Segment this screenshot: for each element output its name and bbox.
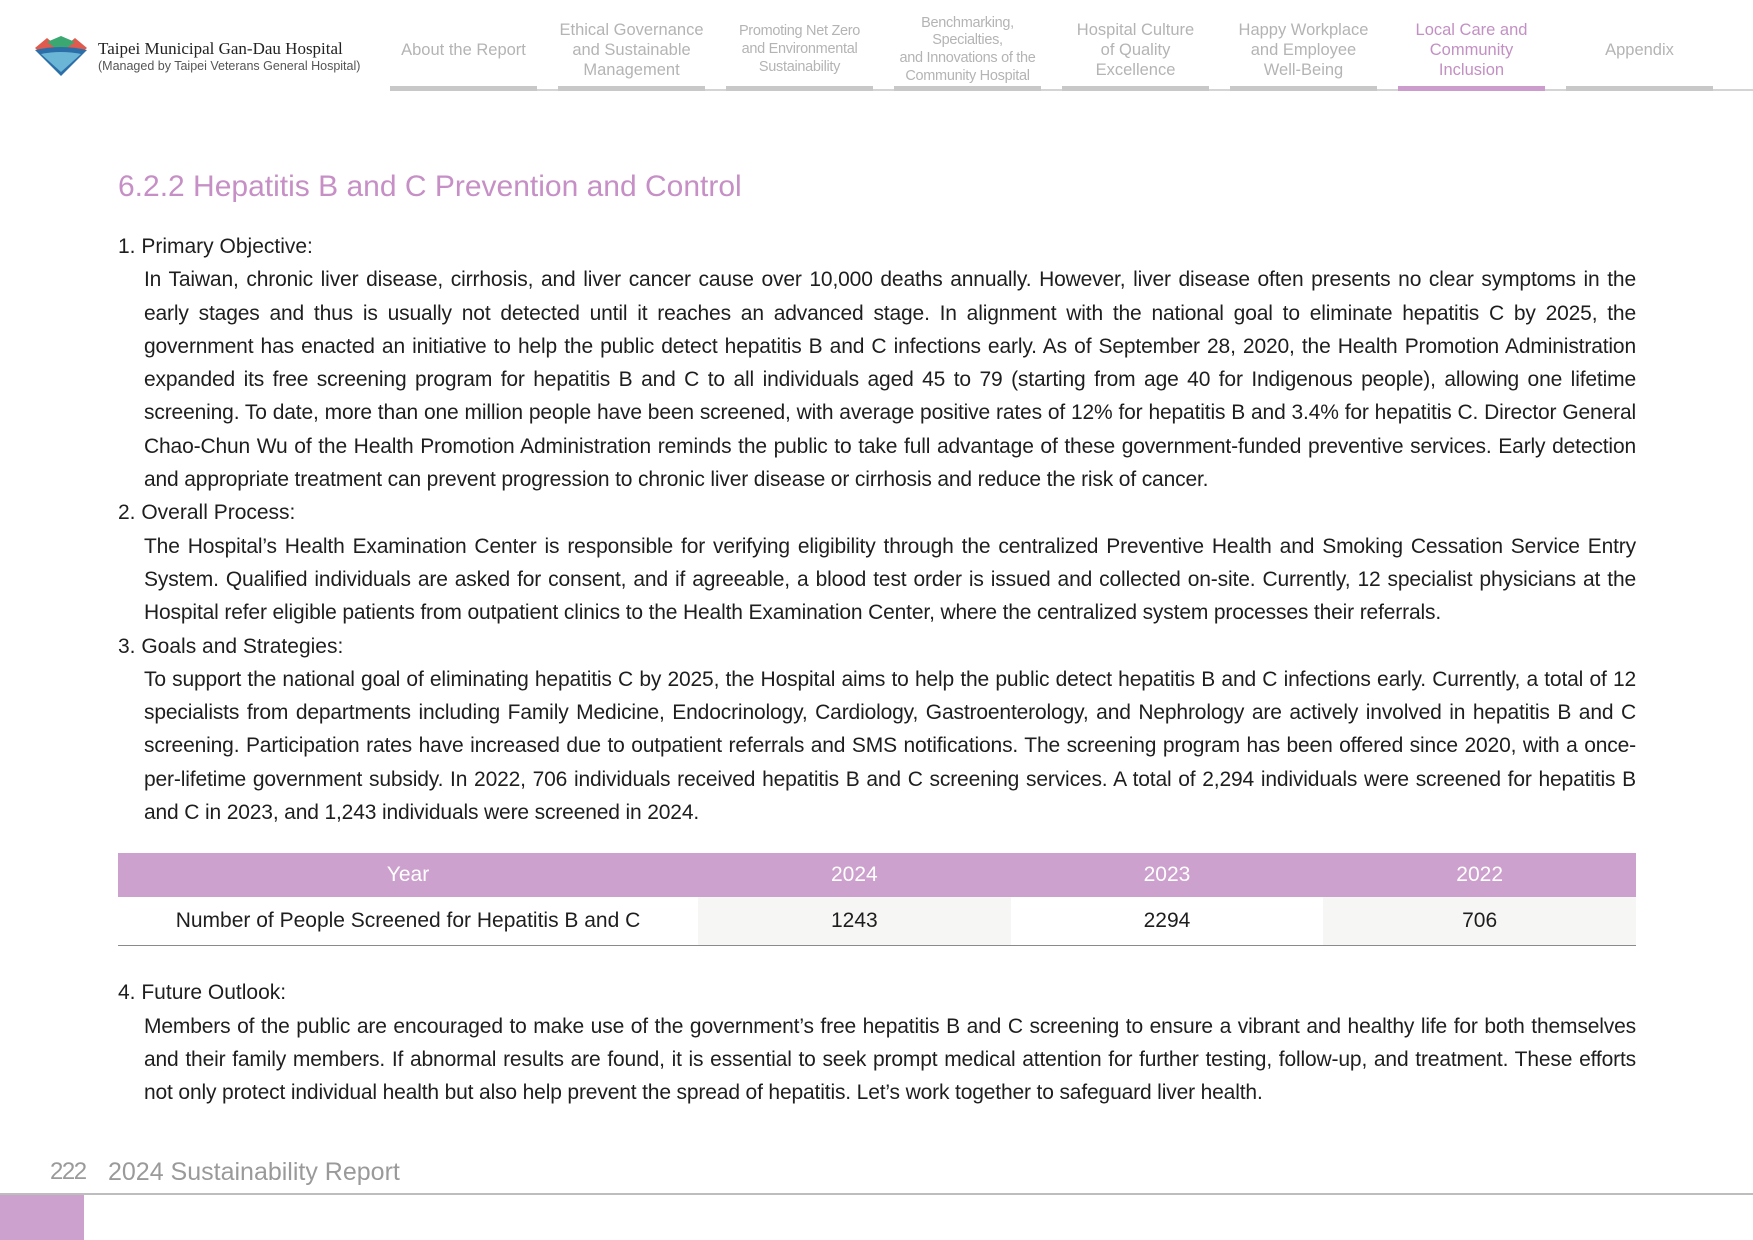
screening-table xyxy=(118,853,1636,946)
hospital-name: Taipei Municipal Gan-Dau Hospital xyxy=(98,39,343,59)
report-header xyxy=(0,0,1753,100)
footer-divider xyxy=(0,1193,1753,1195)
nav-tab-4[interactable]: Benchmarking, Specialties, and Innovations of the Community Hospital xyxy=(894,18,1041,91)
item-body-outlook: Members of the public are encouraged to make use of the government’s free hepatitis B and C screening to ensure a vibrant and healthy life for both themselves and their family members. If abnormal results are found, it is essential to seek prompt medical attention for further testing, follow-up, and treatment. These efforts not only protect individual health but also help prevent the spread of hepatitis. Let’s work together to safeguard liver health. xyxy=(144,1014,1636,1105)
table-cell-2022: 706 xyxy=(1323,897,1636,946)
table-header-year: Year xyxy=(118,853,698,897)
footer-accent-block xyxy=(0,1195,84,1240)
nav-tab-7[interactable]: Local Care and Community Inclusion xyxy=(1398,18,1545,91)
item-heading-objective: 1. Primary Objective: xyxy=(118,235,313,258)
table-header-row xyxy=(118,853,1636,897)
hospital-subtitle: (Managed by Taipei Veterans General Hospital) xyxy=(98,58,361,73)
footer-report-title: 2024 Sustainability Report xyxy=(108,1158,400,1186)
table-header-2022: 2022 xyxy=(1323,853,1636,897)
item-heading-outlook: 4. Future Outlook: xyxy=(118,981,287,1005)
table-header-2024: 2024 xyxy=(698,853,1011,897)
item-body-process: The Hospital’s Health Examination Center is responsible for verifying eligibility through the centralized Preventive Health and Smoking Cessation Service Entry System. Qualified individuals are asked for consent, and if agreeable, a blood test order is issued and collected on-site. Currently, 12 specialist physicians at the Hospital refer eligible patients from outpatient clinics to the Health Examination Center, where the centralized system processes their referrals. xyxy=(144,534,1636,625)
hospital-logo[interactable] xyxy=(33,34,360,78)
item-heading-goals: 3. Goals and Strategies: xyxy=(118,634,344,658)
nav-tab-2[interactable]: Ethical Governance and Sustainable Management xyxy=(558,18,705,91)
nav-tab-1[interactable]: About the Report xyxy=(390,18,537,91)
item-body-objective: In Taiwan, chronic liver disease, cirrhosis, and liver cancer cause over 10,000 deaths annually. However, liver disease often presents no clear symptoms in the early stages and thus is usually not detected until it reaches an advanced stage. In alignment with the national goal to eliminate hepatitis C by 2025, the government has enacted an initiative to help the public detect hepatitis B and C infections early. As of September 28, 2020, the Health Promotion Administration expanded its free screening program for hepatitis B and C to all individuals aged 45 to 79 (starting from age 40 for Indigenous people), allowing one lifetime screening. To date, more than one million people have been screened, with average positive rates of 12% for hepatitis B and 3.4% for hepatitis C. Director General Chao-Chun Wu of the Health Promotion Administration reminds the public to take full advantage of these government-funded preventive services. Early detection and appropriate treatment can prevent progression to chronic liver disease or cirrhosis and reduce the risk of cancer. xyxy=(144,268,1636,492)
table-cell-label: Number of People Screened for Hepatitis B and C xyxy=(118,897,698,946)
item-body-goals: To support the national goal of eliminating hepatitis C by 2025, the Hospital aims to help the public detect hepatitis B and C infections early. Currently, a total of 12 specialists from departments including Family Medicine, Endocrinology, Cardiology, Gastroenterology, and Nephrology are actively involved in hepatitis B and C screening. Participation rates have increased due to outpatient referrals and SMS notifications. The screening program has been offered since 2020, with a once-per-lifetime government subsidy. In 2022, 706 individuals received hepatitis B and C screening services. A total of 2,294 individuals were screened for hepatitis B and C in 2023, and 1,243 individuals were screened in 2024. xyxy=(144,667,1636,825)
nav-tab-8[interactable]: Appendix xyxy=(1566,18,1713,91)
table-cell-2023: 2294 xyxy=(1011,897,1324,946)
item-heading-process: 2. Overall Process: xyxy=(118,501,296,525)
chapter-nav xyxy=(390,14,1713,91)
page-number: 222 xyxy=(50,1158,86,1185)
table-cell-2024: 1243 xyxy=(698,897,1011,946)
nav-tab-5[interactable]: Hospital Culture of Quality Excellence xyxy=(1062,18,1209,91)
nav-tab-3[interactable]: Promoting Net Zero and Environmental Sustainability xyxy=(726,18,873,91)
table-header-2023: 2023 xyxy=(1011,853,1324,897)
section-title: 6.2.2 Hepatitis B and C Prevention and Control xyxy=(118,170,742,203)
table-row xyxy=(118,897,1636,946)
nav-tab-6[interactable]: Happy Workplace and Employee Well-Being xyxy=(1230,18,1377,91)
hospital-emblem-icon xyxy=(33,34,89,78)
section-content xyxy=(118,230,1636,1110)
